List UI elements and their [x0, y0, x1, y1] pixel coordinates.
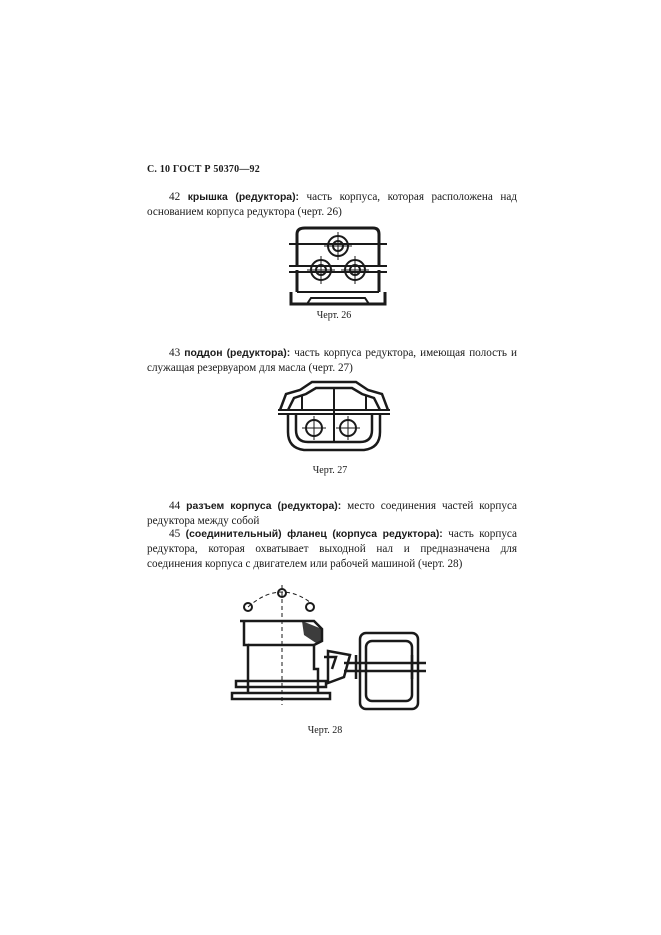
- figure-26-drawing: [283, 220, 393, 310]
- figure-26-caption: Черт. 26: [316, 310, 352, 321]
- figure-28-drawing: [232, 585, 432, 715]
- entry-definition: место соединения частей корпуса редуктора между собой: [147, 500, 518, 527]
- entry-42: [147, 190, 517, 220]
- entry-term: крышка (редуктора):: [187, 192, 300, 203]
- entry-number: 43: [169, 347, 181, 359]
- entry-number: 44: [169, 500, 181, 512]
- entry-number: 45: [169, 528, 181, 540]
- page-header: С. 10 ГОСТ Р 50370—92: [147, 164, 260, 175]
- entry-definition: часть корпуса, которая расположена над основанием корпуса редуктора (черт. 26): [147, 191, 517, 218]
- entry-43: [147, 346, 517, 376]
- entry-term: разъем корпуса (редуктора):: [186, 501, 342, 512]
- figure-27-caption: Черт. 27: [312, 465, 348, 476]
- entry-term: (соединительный) фланец (корпуса редуктора):: [185, 529, 443, 540]
- entry-definition: часть корпуса редуктора, имеющая полость и служащая резервуаром для масла (черт. 27): [147, 347, 518, 374]
- entry-44: [147, 499, 517, 529]
- entry-45: [147, 527, 517, 572]
- figure-28-caption: Черт. 28: [307, 725, 343, 736]
- entry-term: поддон (редуктора):: [184, 348, 291, 359]
- entry-definition: часть корпуса редуктора, которая охватывает выходной нал и предназначена для соединения корпуса с двигателем или рабочей машиной (черт. 28): [147, 528, 517, 570]
- entry-number: 42: [169, 191, 181, 203]
- figure-27-drawing: [274, 376, 394, 456]
